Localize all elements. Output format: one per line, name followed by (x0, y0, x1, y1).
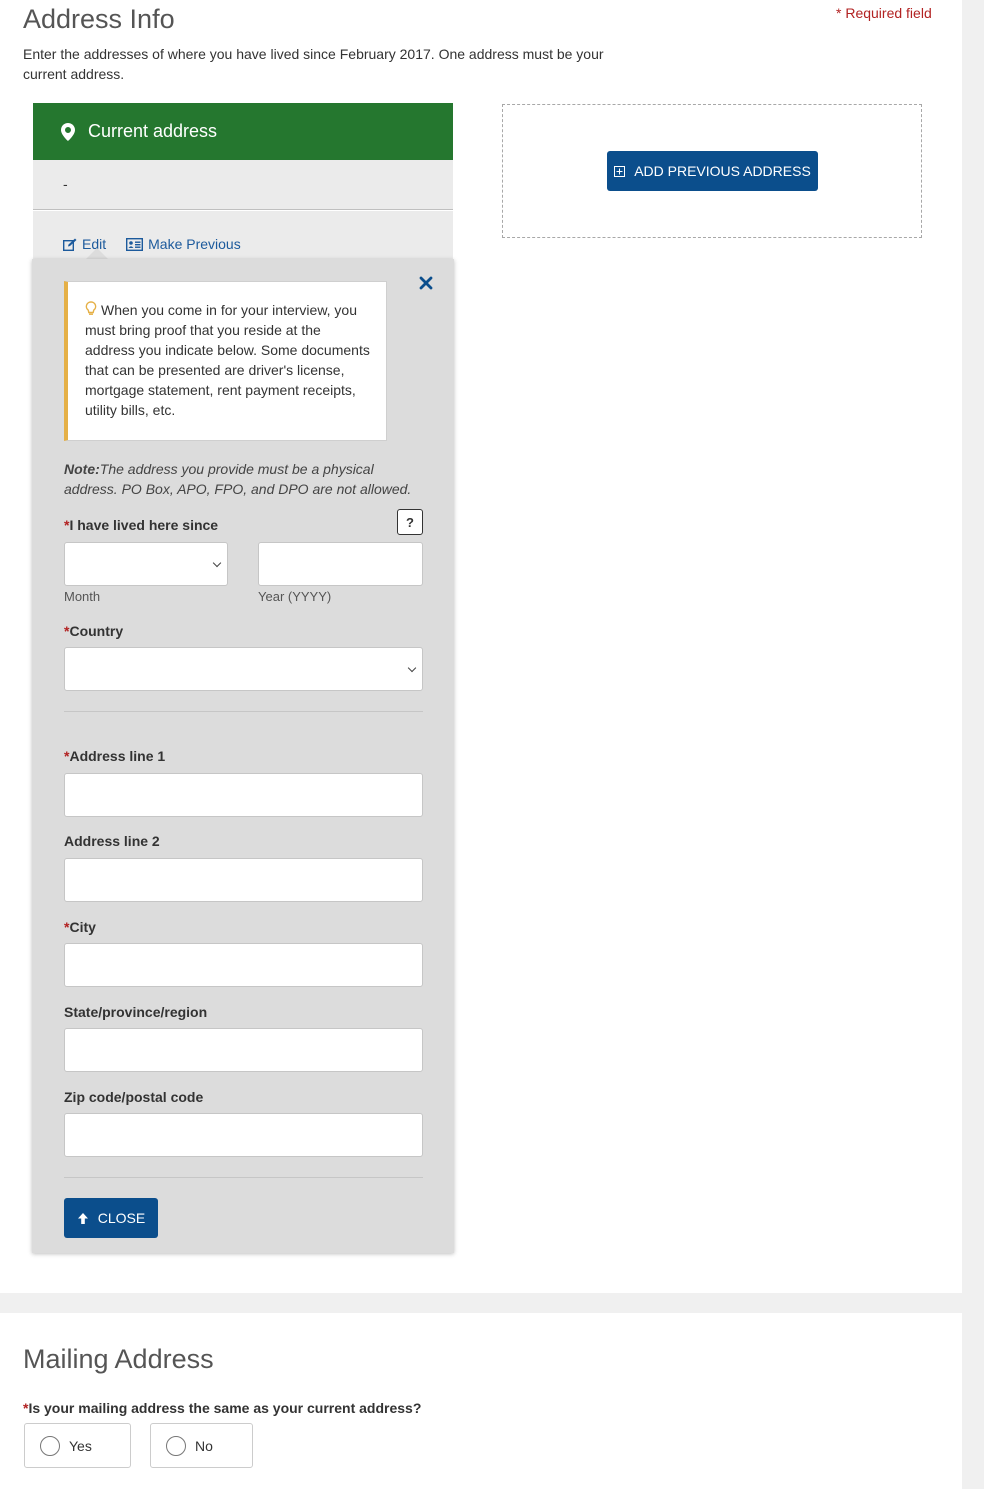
state-input[interactable] (64, 1028, 423, 1072)
month-label: Month (64, 589, 101, 604)
add-previous-address-label: ADD PREVIOUS ADDRESS (634, 163, 811, 179)
address-info-intro: Enter the addresses of where you have lived since February 2017. One address must be your current address. (23, 46, 604, 82)
zip-label: Zip code/postal code (64, 1089, 204, 1105)
lived-since-label: *I have lived here since (64, 517, 219, 533)
mailing-yes-option[interactable] (24, 1423, 131, 1468)
state-label: State/province/region (64, 1004, 208, 1020)
id-card-icon (126, 238, 143, 251)
add-previous-address-button[interactable] (607, 151, 818, 191)
arrow-up-icon (77, 1212, 89, 1225)
help-button[interactable]: ? (397, 509, 423, 535)
zip-input[interactable] (64, 1113, 423, 1157)
month-select[interactable] (64, 542, 228, 586)
page-edge (962, 0, 984, 1489)
no-label: No (195, 1437, 213, 1454)
required-field-note: * Required field (836, 5, 932, 21)
edit-label: Edit (82, 236, 107, 252)
edit-icon (63, 238, 77, 251)
form-divider (64, 711, 423, 712)
map-pin-icon (61, 123, 75, 141)
mailing-no-option[interactable] (150, 1423, 253, 1468)
address-edit-form (32, 259, 454, 1253)
current-address-header (33, 103, 453, 160)
physical-address-note (64, 459, 424, 499)
make-previous-link[interactable] (126, 227, 241, 261)
radio-circle (40, 1436, 60, 1456)
mailing-address-title: Mailing Address (23, 1344, 214, 1374)
plus-square-icon (614, 166, 625, 177)
form-divider (64, 1177, 423, 1178)
note-text: The address you provide must be a physical address. PO Box, APO, FPO, and DPO are not allowed. (64, 461, 412, 497)
country-label: *Country (64, 623, 124, 639)
city-label: *City (64, 919, 96, 935)
address-line-2-input[interactable] (64, 858, 423, 902)
close-icon[interactable] (418, 275, 434, 291)
close-label: CLOSE (97, 1210, 146, 1226)
mailing-question: *Is your mailing address the same as your current address? (23, 1400, 422, 1416)
address-line-2-label: Address line 2 (64, 833, 160, 849)
lightbulb-icon (85, 301, 97, 317)
year-label: Year (YYYY) (258, 589, 332, 604)
country-select[interactable] (64, 647, 423, 691)
proof-of-residence-tip (64, 281, 387, 441)
address-line-1-input[interactable] (64, 773, 423, 817)
make-previous-label: Make Previous (148, 236, 241, 252)
address-line-1-label: *Address line 1 (64, 748, 166, 764)
address-info-title: Address Info (23, 4, 175, 34)
tip-text: When you come in for your interview, you must bring proof that you reside at the address you indicate below. Some documents that can be presented are driver's license, mortgage statement, rent payment receipts, utility bills, etc. (85, 302, 370, 418)
add-previous-address-box (502, 104, 922, 238)
yes-label: Yes (69, 1437, 92, 1454)
current-address-value: - (33, 160, 453, 210)
note-label: Note: (64, 461, 100, 477)
current-address-title: Current address (88, 121, 218, 141)
year-input[interactable] (258, 542, 423, 586)
mailing-address-section (0, 1313, 962, 1489)
radio-circle (166, 1436, 186, 1456)
popover-arrow (86, 248, 108, 259)
city-input[interactable] (64, 943, 423, 987)
close-form-button[interactable] (64, 1198, 158, 1238)
